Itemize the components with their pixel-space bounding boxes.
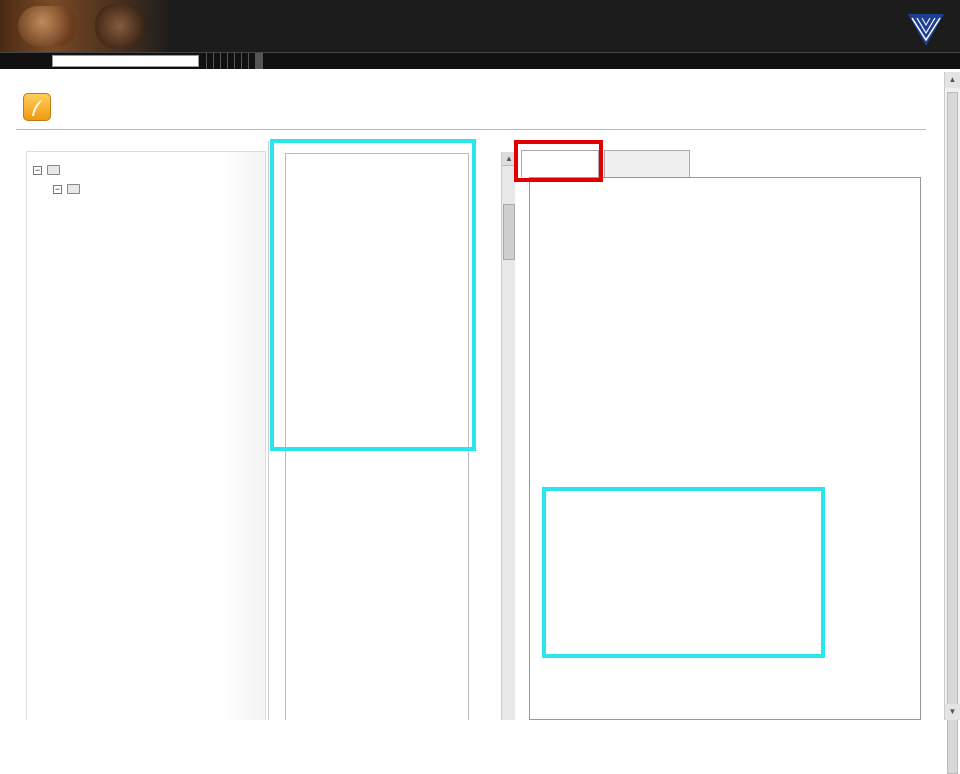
highlight-box-graph — [542, 487, 825, 658]
nav-bar — [0, 52, 960, 69]
scroll-up-icon[interactable]: ▲ — [945, 72, 960, 88]
tree-folder-node[interactable] — [53, 181, 86, 197]
nav-item-yhteyshaku[interactable] — [213, 53, 220, 69]
quick-search-input[interactable] — [52, 55, 199, 67]
tree-root-node[interactable] — [33, 162, 66, 178]
nav-item-karjala[interactable] — [262, 53, 269, 69]
folder-icon — [67, 184, 80, 194]
scroll-down-icon[interactable]: ▼ — [945, 704, 960, 720]
nav-item-taidot[interactable] — [241, 53, 248, 69]
tab-juonirakenne[interactable] — [604, 150, 690, 177]
divider — [16, 129, 926, 130]
highlight-box-text — [270, 139, 476, 451]
nav-item-kalevala[interactable] — [255, 53, 262, 69]
nav-menu — [206, 53, 269, 69]
highlight-box-tab — [514, 140, 603, 182]
nav-item-kokoelmat[interactable] — [227, 53, 234, 69]
nav-item-karttahaku[interactable] — [206, 53, 213, 69]
collapse-icon[interactable]: − — [54, 183, 61, 194]
collapse-icon[interactable]: − — [34, 164, 41, 175]
nav-item-historia[interactable] — [234, 53, 241, 69]
poem-tree — [26, 151, 266, 720]
poem-scrollbar[interactable] — [501, 152, 515, 720]
nav-item-elamakerrat[interactable] — [248, 53, 255, 69]
nav-item-hae[interactable] — [220, 53, 227, 69]
scroll-thumb[interactable] — [947, 92, 958, 774]
portal-logo-icon[interactable] — [906, 10, 946, 48]
scroll-thumb[interactable] — [503, 204, 515, 260]
window-scrollbar[interactable] — [944, 72, 960, 720]
language-row — [877, 37, 898, 51]
quill-icon — [23, 93, 51, 121]
site-header — [0, 0, 960, 52]
folder-icon — [47, 165, 60, 175]
header-banner-image — [0, 0, 170, 52]
top-links — [862, 9, 898, 23]
scroll-up-icon[interactable]: ▲ — [502, 152, 516, 166]
